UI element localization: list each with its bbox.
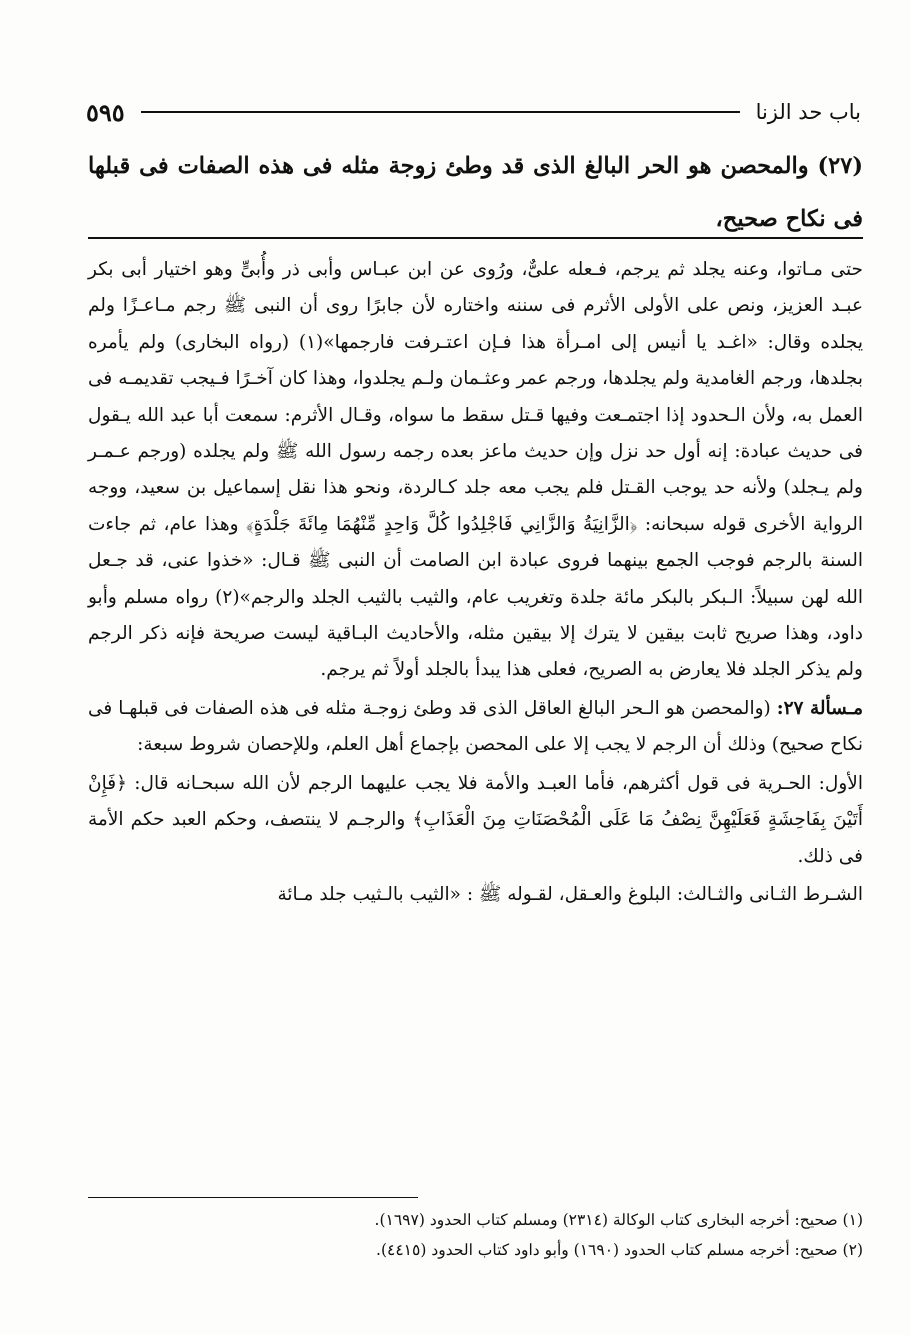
- footnote-1: (١) صحيح: أخرجه البخارى كتاب الوكالة (٢٣١٤) ومسلم كتاب الحدود (١٦٩٧).: [374, 1211, 863, 1229]
- commentary-body: [88, 252, 863, 913]
- footnotes: [88, 1205, 863, 1265]
- paragraph-4: الشـرط الثـانى والثـالث: البلوغ والعـقل، لقـوله ﷺ : «الثيب بالـثيب جلد مـائة: [277, 883, 863, 905]
- masala-label: مـسألة ٢٧:: [776, 697, 863, 719]
- matn-divider: [88, 237, 863, 239]
- paragraph-masala: [88, 691, 863, 764]
- matn-text: (٢٧) والمحصن هو الحر البالغ الذى قد وطئ زوجة مثله فى هذه الصفات فى قبلها فى نكاح صحيح،: [88, 153, 863, 232]
- paragraph-3: الأول: الحـرية فى قول أكثرهم، فأما العبـد والأمة فلا يجب عليهما الرجم لأن الله سبحـانه قال: ﴿فَإِنْ أَتَيْنَ بِفَاحِشَةٍ فَعَلَيْهِنَّ نِصْفُ مَا عَلَى الْمُحْصَنَاتِ مِنَ الْعَذَابِ﴾ والرجـم لا ينتصف، وحكم العبد حكم الأمة فى ذلك.: [88, 772, 863, 867]
- header-rule: [141, 111, 740, 113]
- masala-text: (والمحصن هو الـحر البالغ العاقل الذى قد وطئ زوجـة مثله فى هذه الصفات فى قبلهـا فى نكاح صحيح) وذلك أن الرجم لا يجب إلا على المحصن بإجماع أهل العلم، وللإحصان شروط سبعة:: [88, 697, 863, 756]
- footnote-2: (٢) صحيح: أخرجه مسلم كتاب الحدود (١٦٩٠) وأبو داود كتاب الحدود (٤٤١٥).: [376, 1241, 863, 1259]
- paragraph-1: حتى مـاتوا، وعنه يجلد ثم يرجم، فـعله علىٌّ، ورُوى عن ابن عبـاس وأبى ذر وأُبىٍّ وهو اختيار أبى بكر عبـد العزيز، ونص على الأولى الأثرم فى سننه واختاره لأن جابرًا روى أن النبى ﷺ رجم مـاعـزًا ولم يجلده وقال: «اغـد يا أنيس إلى امـرأة هذا فـإن اعتـرفت فارجمها»(١) (رواه البخارى) ولم يأمره بجلدها، ورجم الغامدية ولم يجلدها، ورجم عمر وعثـمان ولـم يجلدوا، وهذا كان آخـرًا فـيجب تقديمـه فى العمل به، ولأن الـحدود إذا اجتمـعت وفيها قـتل سقط ما سواه، وقـال الأثرم: سمعت أبا عبد الله يـقول فى حديث عبادة: إنه أول حد نزل وإن حديث ماعز بعده رجمه رسول الله ﷺ ولم يجلده (ورجم عـمـر ولم يـجلد) ولأنه حد يوجب القـتل فلم يجب معه جلد كـالردة، ونحو هذا نقل إسماعيل بن سعيد، ووجه الرواية الأخرى قوله سبحانه: ﴿الزَّانِيَةُ وَالزَّانِي فَاجْلِدُوا كُلَّ وَاحِدٍ مِّنْهُمَا مِائَةَ جَلْدَةٍ﴾ وهذا عام، ثم جاءت السنة بالرجم فوجب الجمع بينهما فروى عبادة ابن الصامت أن النبى ﷺ قـال: «خذوا عنى، قد جـعل الله لهن سبيلاً: الـبكر بالبكر مائة جلدة وتغريب عام، والثيب بالثيب الجلد والرجم»(٢) رواه مسلم وأبو داود، وهذا صريح ثابت بيقين لا يترك إلا بيقين مثله، والأحاديث البـاقية ليست صريحة فإنه ذكر الرجم ولم يذكر الجلد فلا يعارض به الصريح، فعلى هذا يبدأ بالجلد أولاً ثم يرجم.: [88, 259, 863, 681]
- page-number: ٥٩٥: [86, 97, 125, 127]
- running-header: [86, 92, 861, 132]
- chapter-title: باب حد الزنا: [755, 100, 861, 124]
- footnote-divider: [88, 1197, 418, 1198]
